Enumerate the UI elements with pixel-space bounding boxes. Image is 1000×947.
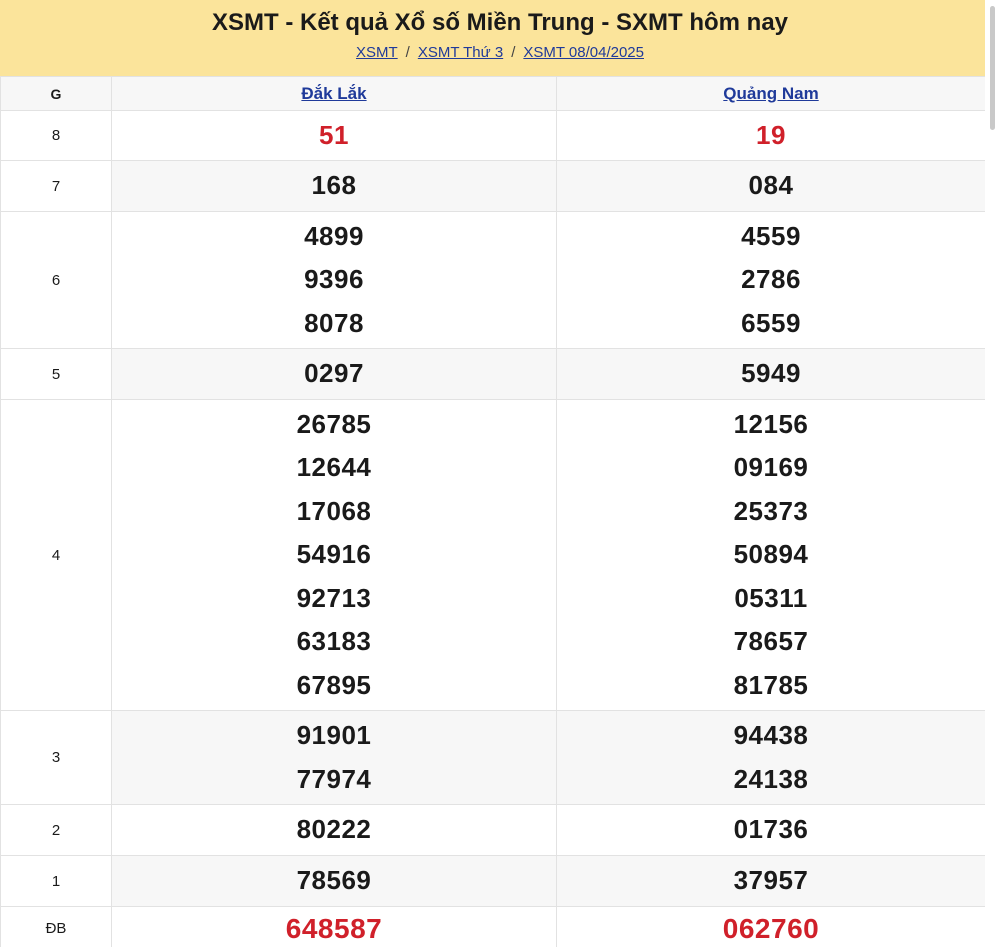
breadcrumb-separator: /: [511, 44, 516, 61]
result-cell-quang-nam: [557, 711, 986, 805]
result-cell-quang-nam: [557, 212, 986, 349]
result-cell-dak-lak: [112, 805, 557, 856]
result-cell-quang-nam: [557, 856, 986, 907]
province-header-1: [112, 77, 557, 111]
result-number: 37957: [733, 865, 809, 896]
results-body: [1, 111, 986, 947]
result-number: 51: [319, 119, 349, 150]
breadcrumb-weekday-link[interactable]: XSMT Thứ 3: [417, 44, 504, 61]
prize-label: 4: [1, 400, 112, 711]
result-cell-quang-nam: [557, 805, 986, 856]
result-number: 54916: [296, 539, 372, 570]
result-number: 25373: [733, 495, 809, 526]
result-number: 19: [756, 119, 786, 150]
result-cell-quang-nam: [557, 400, 986, 711]
result-number: 77974: [296, 763, 372, 794]
result-number: 2786: [741, 264, 801, 295]
breadcrumb-date-link[interactable]: XSMT 08/04/2025: [523, 44, 644, 61]
prize-row: [1, 349, 986, 400]
result-number: 81785: [733, 669, 809, 700]
result-number: 12156: [733, 408, 809, 439]
breadcrumb-xsmt-link[interactable]: XSMT: [355, 44, 398, 61]
result-number: 78569: [296, 865, 372, 896]
result-cell-dak-lak: [112, 111, 557, 161]
result-number: 0297: [304, 358, 364, 389]
result-number: 63183: [296, 626, 372, 657]
result-cell-quang-nam: [557, 349, 986, 400]
result-number: 168: [311, 170, 357, 201]
breadcrumb: [0, 44, 1000, 62]
prize-label: 1: [1, 856, 112, 907]
result-cell-dak-lak: [112, 711, 557, 805]
result-number: 67895: [296, 669, 372, 700]
result-number: 50894: [733, 539, 809, 570]
prize-label: 2: [1, 805, 112, 856]
prize-row: [1, 805, 986, 856]
result-number: 9396: [304, 264, 364, 295]
prize-row: [1, 856, 986, 907]
prize-label: 5: [1, 349, 112, 400]
result-number: 09169: [733, 452, 809, 483]
result-number: 17068: [296, 495, 372, 526]
result-cell-dak-lak: [112, 212, 557, 349]
result-number: 94438: [733, 720, 809, 750]
table-header-row: [1, 77, 986, 111]
result-cell-dak-lak: [112, 907, 557, 947]
page-title: XSMT - Kết quả Xổ số Miền Trung - SXMT hôm nay: [211, 9, 789, 36]
prize-row: [1, 212, 986, 349]
prize-label: 7: [1, 161, 112, 212]
prize-label: 8: [1, 111, 112, 161]
result-number: 12644: [296, 452, 372, 483]
result-number: 6559: [741, 307, 801, 338]
prize-label: ĐB: [1, 907, 112, 947]
result-cell-dak-lak: [112, 161, 557, 212]
prize-label: 6: [1, 212, 112, 349]
result-number: 648587: [285, 913, 383, 944]
result-number: 5949: [741, 358, 801, 389]
results-table: [0, 76, 986, 947]
result-number: 80222: [296, 814, 372, 845]
result-number: 4559: [741, 220, 801, 251]
scrollbar-thumb[interactable]: [990, 6, 995, 130]
province-link-dak-lak[interactable]: Đắk Lắk: [301, 83, 367, 103]
vertical-scrollbar[interactable]: [985, 0, 1000, 947]
result-number: 8078: [304, 307, 364, 338]
result-cell-quang-nam: [557, 161, 986, 212]
result-number: 01736: [733, 814, 809, 845]
province-header-2: [557, 77, 986, 111]
result-number: 084: [748, 170, 794, 201]
breadcrumb-separator: /: [405, 44, 410, 61]
prize-row: [1, 400, 986, 711]
result-cell-dak-lak: [112, 400, 557, 711]
result-number: 26785: [296, 408, 372, 439]
result-number: 24138: [733, 763, 809, 794]
province-link-quang-nam[interactable]: Quảng Nam: [723, 83, 819, 103]
page-header: [0, 0, 1000, 76]
prize-row: [1, 111, 986, 161]
prize-row: [1, 711, 986, 805]
prize-column-header: G: [1, 77, 112, 111]
prize-row: [1, 161, 986, 212]
result-cell-dak-lak: [112, 856, 557, 907]
result-cell-quang-nam: [557, 907, 986, 947]
result-number: 78657: [733, 626, 809, 657]
result-number: 92713: [296, 582, 372, 613]
prize-row: [1, 907, 986, 947]
result-number: 91901: [296, 720, 372, 750]
prize-label: 3: [1, 711, 112, 805]
result-number: 062760: [722, 913, 820, 944]
result-number: 4899: [304, 220, 364, 251]
result-cell-quang-nam: [557, 111, 986, 161]
result-number: 05311: [734, 582, 808, 613]
result-cell-dak-lak: [112, 349, 557, 400]
